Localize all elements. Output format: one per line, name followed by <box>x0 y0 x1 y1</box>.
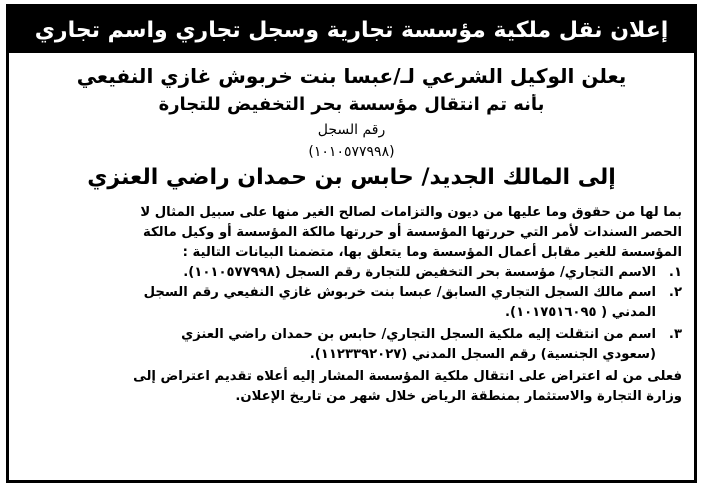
item-number: ٣. <box>668 327 682 342</box>
item-line: اسم من انتقلت إليه ملكية السجل التجاري/ حابس بن حمدان راضي العنزي <box>181 327 656 342</box>
notice-frame <box>6 4 697 483</box>
item-number: ١. <box>668 265 682 280</box>
new-owner-line: إلى المالك الجديد/ حابس بن حمدان راضي العنزي <box>87 165 616 190</box>
item-line: المدني ( ١٠١٧٥١٦٠٩٥). <box>505 305 656 320</box>
item-number: ٢. <box>668 285 682 300</box>
list-item <box>19 325 682 365</box>
closing-line: فعلى من له اعتراض على انتقال ملكية المؤسسة المشار إليه أعلاه تقديم اعتراض إلى <box>133 369 682 384</box>
notice-title: إعلان نقل ملكية مؤسسة تجارية وسجل تجاري واسم تجاري <box>34 17 669 43</box>
registry-number: (١٠١٠٥٧٧٩٩٨) <box>308 144 395 160</box>
intro-line: المؤسسة للغير مقابل أعمال المؤسسة وما يتعلق بها، متضمنا البيانات التالية : <box>182 245 682 260</box>
transfer-line: بأنه تم انتقال مؤسسة بحر التخفيض للتجارة <box>158 94 545 115</box>
item-line: (سعودي الجنسية) رقم السجل المدني (١١٢٣٣٩٢٠٢٧). <box>309 347 656 362</box>
registry-label: رقم السجل <box>317 122 386 138</box>
closing-line: وزارة التجارة والاستثمار بمنطقة الرياض خلال شهر من تاريخ الإعلان. <box>235 389 682 404</box>
item-line: الاسم التجاري/ مؤسسة بحر التخفيض للتجارة رقم السجل (١٠١٠٥٧٧٩٩٨). <box>183 265 656 280</box>
intro-line: بما لها من حقوق وما عليها من ديون والتزامات لصالح الغير منها على سبيل المثال لا <box>140 205 682 220</box>
item-line: اسم مالك السجل التجاري السابق/ عبسا بنت خربوش غازي النفيعي رقم السجل <box>143 285 656 300</box>
list-item <box>19 283 682 323</box>
agent-line: يعلن الوكيل الشرعي لـ/عبسا بنت خربوش غازي النفيعي <box>76 64 627 88</box>
list-item <box>19 263 682 283</box>
intro-line: الحصر السندات لأمر التي حررتها المؤسسة أو حررتها مالكة المؤسسة أو وكيل مالكة <box>143 225 682 240</box>
notice-body <box>19 203 682 407</box>
notice-header <box>9 7 694 53</box>
